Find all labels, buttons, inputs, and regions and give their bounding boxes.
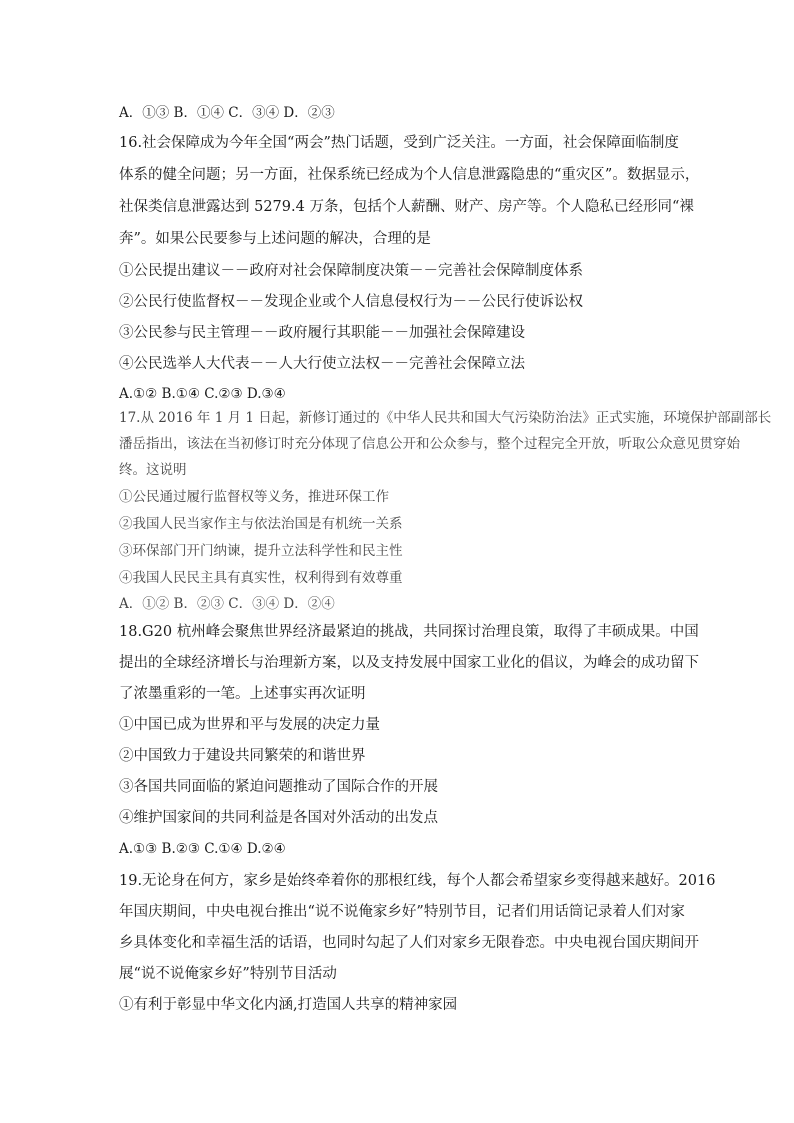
q19-stem-line-4: 展“说不说俺家乡好”特别节目活动: [119, 966, 337, 982]
q16-option-4: ④公民选举人大代表－－人大行使立法权－－完善社会保障立法: [119, 356, 525, 372]
q18-option-3: ③各国共同面临的紧迫问题推动了国际合作的开展: [119, 779, 438, 795]
q18-option-2: ②中国致力于建设共同繁荣的和谐世界: [119, 748, 366, 764]
q16-stem-line-4: 奔”。如果公民要参与上述问题的解决，合理的是: [119, 231, 431, 247]
q17-option-4: ④我国人民民主具有真实性，权利得到有效尊重: [119, 570, 403, 586]
q16-stem-line-1: 16.社会保障成为今年全国“两会”热门话题，受到广泛关注。一方面，社会保障面临制度: [119, 135, 679, 151]
q18-stem-line-2: 提出的全球经济增长与治理新方案，以及支持发展中国家工业化的倡议，为峰会的成功留下: [119, 655, 699, 671]
q19-option-1: ①有利于彰显中华文化内涵,打造国人共享的精神家园: [119, 997, 458, 1013]
q16-stem-line-2: 体系的健全问题；另一方面，社保系统已经成为个人信息泄露隐患的“重灾区”。数据显示，: [119, 167, 700, 183]
q19-stem-line-1: 19.无论身在何方，家乡是始终牵着你的那根红线，每个人都会希望家乡变得越来越好。2016: [119, 873, 716, 889]
q18-option-4: ④维护国家间的共同利益是各国对外活动的出发点: [119, 810, 438, 826]
q17-answer-choices: A．①② B．②③ C．③④ D．②④: [119, 596, 335, 612]
q17-stem-line-1: 17.从 2016 年 1 月 1 日起，新修订通过的《中华人民共和国大气污染防治法》正式实施，环境保护部副部长: [119, 410, 772, 426]
q16-option-2: ②公民行使监督权－－发现企业或个人信息侵权行为－－公民行使诉讼权: [119, 294, 583, 310]
q16-option-1: ①公民提出建议－－政府对社会保障制度决策－－完善社会保障制度体系: [119, 263, 583, 279]
q17-option-2: ②我国人民当家作主与依法治国是有机统一关系: [119, 516, 403, 532]
q17-stem-line-2: 潘岳指出，该法在当初修订时充分体现了信息公开和公众参与，整个过程完全开放，听取公众意见贯穿始: [119, 436, 740, 452]
q18-stem-line-1: 18.G20 杭州峰会聚焦世界经济最紧迫的挑战，共同探讨治理良策，取得了丰硕成果。中国: [119, 624, 699, 640]
q17-option-3: ③环保部门开门纳谏，提升立法科学性和民主性: [119, 543, 403, 559]
q18-answer-choices: A.①③ B.②③ C.①④ D.②④: [119, 841, 286, 857]
q19-stem-line-2: 年国庆期间，中央电视台推出“说不说俺家乡好”特别节目，记者们用话筒记录着人们对家: [119, 904, 685, 920]
q17-stem-line-3: 终。这说明: [119, 462, 187, 478]
q16-answer-choices: A.①② B.①④ C.②③ D.③④: [119, 386, 286, 402]
q16-stem-line-3: 社保类信息泄露达到 5279.4 万条，包括个人薪酬、财产、房产等。个人隐私已经形同“裸: [119, 199, 694, 215]
q18-option-1: ①中国已成为世界和平与发展的决定力量: [119, 717, 380, 733]
q17-option-1: ①公民通过履行监督权等义务，推进环保工作: [119, 489, 389, 505]
q18-stem-line-3: 了浓墨重彩的一笔。上述事实再次证明: [119, 686, 366, 702]
q16-option-3: ③公民参与民主管理－－政府履行其职能－－加强社会保障建设: [119, 325, 525, 341]
q19-stem-line-3: 乡具体变化和幸福生活的话语，也同时勾起了人们对家乡无限眷恋。中央电视台国庆期间开: [119, 935, 699, 951]
q15-answer-choices: A．①③ B．①④ C．③④ D．②③: [119, 105, 335, 121]
